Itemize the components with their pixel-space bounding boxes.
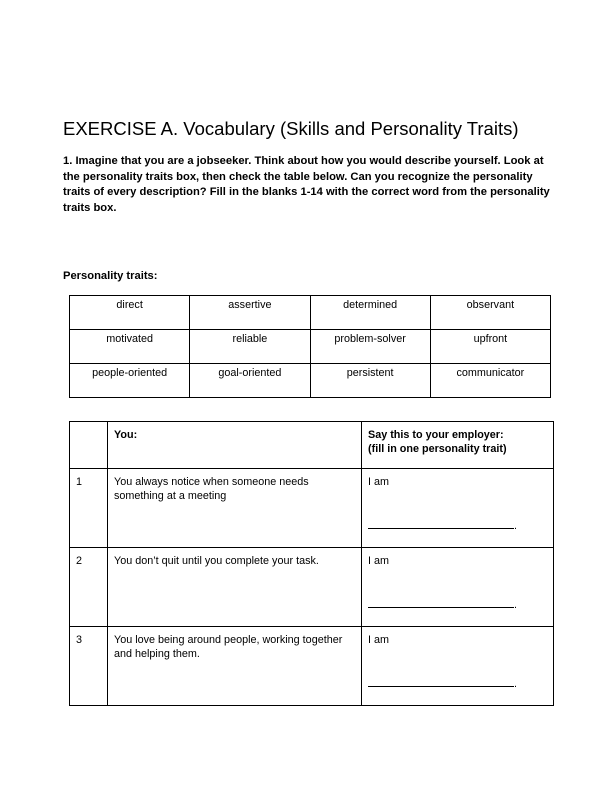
row-answer	[362, 548, 554, 627]
answer-blank[interactable]	[368, 597, 514, 608]
trait-cell: direct	[70, 296, 190, 330]
row-description: You don’t quit until you complete your task.	[108, 548, 362, 627]
traits-heading: Personality traits:	[63, 270, 158, 282]
answer-blank[interactable]	[368, 518, 514, 529]
trait-cell: observant	[430, 296, 550, 330]
table-row	[70, 548, 554, 627]
answer-end: .	[514, 677, 517, 690]
trait-cell: motivated	[70, 330, 190, 364]
trait-cell: reliable	[190, 330, 310, 364]
row-number: 1	[70, 469, 108, 548]
row-description: You love being around people, working together and helping them.	[108, 627, 362, 706]
trait-cell: people-oriented	[70, 364, 190, 398]
personality-traits-box	[69, 295, 551, 398]
row-number: 2	[70, 548, 108, 627]
trait-cell: assertive	[190, 296, 310, 330]
trait-cell: upfront	[430, 330, 550, 364]
answer-prefix: I am	[368, 634, 389, 646]
trait-cell: determined	[310, 296, 430, 330]
answer-prefix: I am	[368, 476, 389, 488]
row-description: You always notice when someone needs something at a meeting	[108, 469, 362, 548]
table-row	[70, 469, 554, 548]
exercise-header-row	[70, 422, 554, 469]
instructions: 1. Imagine that you are a jobseeker. Think about how you would describe yourself. Look at the personality traits box, then check the table below. Can you recognize the personality traits of every description? Fill in the blanks 1-14 with the correct word from the personality traits box.	[63, 155, 550, 214]
traits-row	[70, 330, 551, 364]
table-row	[70, 627, 554, 706]
trait-cell: problem-solver	[310, 330, 430, 364]
page-title: EXERCISE A. Vocabulary (Skills and Personality Traits)	[63, 118, 519, 139]
trait-cell: goal-oriented	[190, 364, 310, 398]
you-header: You:	[108, 422, 362, 469]
traits-row	[70, 296, 551, 330]
answer-end: .	[514, 519, 517, 532]
exercise-table	[69, 421, 554, 706]
answer-prefix: I am	[368, 555, 389, 567]
row-answer	[362, 469, 554, 548]
trait-cell: communicator	[430, 364, 550, 398]
trait-cell: persistent	[310, 364, 430, 398]
traits-row	[70, 364, 551, 398]
answer-end: .	[514, 598, 517, 611]
answer-blank[interactable]	[368, 676, 514, 687]
say-header: Say this to your employer: (fill in one personality trait)	[362, 422, 554, 469]
number-header	[70, 422, 108, 469]
row-number: 3	[70, 627, 108, 706]
row-answer	[362, 627, 554, 706]
